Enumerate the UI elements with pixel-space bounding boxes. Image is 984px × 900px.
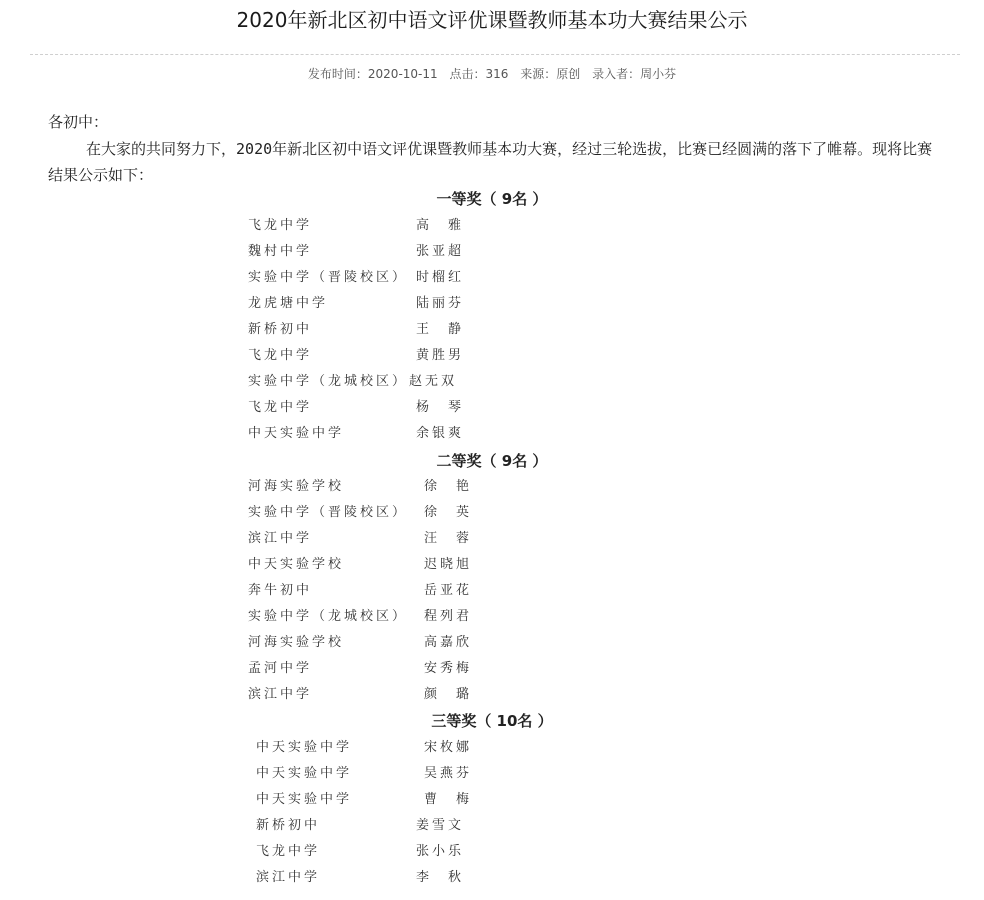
teacher-name: 张亚超: [416, 244, 465, 259]
title-divider: [30, 54, 960, 55]
teacher-name: 余银爽: [416, 426, 465, 441]
intro-paragraph: 在大家的共同努力下，2020年新北区初中语文评优课暨教师基本功大赛，经过三轮选拔，比赛已经圆满的落下了帷幕。现将比赛结果公示如下：: [48, 140, 933, 184]
school-name: 中天实验学校: [248, 557, 345, 572]
award-title-second: 二等奖（ 9名 ）: [436, 452, 548, 470]
teacher-name: 吴燕芬: [424, 766, 473, 781]
teacher-name: 徐 艳: [424, 479, 473, 494]
teacher-name: 黄胜男: [416, 348, 465, 363]
school-name: 飞龙中学: [248, 400, 313, 415]
school-name: 飞龙中学: [256, 844, 321, 859]
teacher-name: 赵无双: [409, 374, 458, 389]
school-name: 滨江中学: [248, 531, 313, 546]
school-name: 中天实验中学: [256, 792, 353, 807]
school-name: 孟河中学: [248, 661, 313, 676]
school-name: 中天实验中学: [256, 740, 353, 755]
teacher-name: 岳亚花: [424, 583, 473, 598]
teacher-name: 颜 璐: [424, 687, 473, 702]
school-name: 魏村中学: [248, 244, 313, 259]
publish-time: 发布时间：2020-10-11: [307, 67, 438, 81]
teacher-name: 时榴红: [416, 270, 465, 285]
school-name: 中天实验中学: [256, 766, 353, 781]
teacher-name: 高 雅: [416, 218, 465, 233]
teacher-name: 安秀梅: [424, 661, 473, 676]
teacher-name: 陆丽芬: [416, 296, 465, 311]
school-name: 奔牛初中: [248, 583, 313, 598]
award-title-third: 三等奖（ 10名 ）: [431, 712, 553, 730]
greeting: 各初中：: [48, 113, 109, 131]
teacher-name: 曹 梅: [424, 792, 473, 807]
teacher-name: 张小乐: [416, 844, 465, 859]
article-source: 来源：原创: [520, 67, 581, 81]
school-name: 实验中学（晋陵校区）: [248, 270, 409, 285]
teacher-name: 程列君: [424, 609, 473, 624]
school-name: 飞龙中学: [248, 348, 313, 363]
teacher-name: 汪 蓉: [424, 531, 473, 546]
school-name: 中天实验中学: [248, 426, 345, 441]
school-name: 新桥初中: [248, 322, 313, 337]
school-name: 实验中学（龙城校区）: [248, 609, 409, 624]
teacher-name: 高嘉欣: [424, 635, 473, 650]
teacher-name: 李 秋: [416, 870, 465, 885]
teacher-name: 徐 英: [424, 505, 473, 520]
teacher-name: 姜雪文: [416, 818, 465, 833]
school-name: 河海实验学校: [248, 479, 345, 494]
school-name: 飞龙中学: [248, 218, 313, 233]
award-title-first: 一等奖（ 9名 ）: [436, 190, 548, 208]
teacher-name: 王 静: [416, 322, 465, 337]
school-name: 滨江中学: [256, 870, 321, 885]
teacher-name: 迟晓旭: [424, 557, 473, 572]
school-name: 河海实验学校: [248, 635, 345, 650]
teacher-name: 宋枚娜: [424, 740, 473, 755]
school-name: 实验中学（晋陵校区）: [248, 505, 409, 520]
click-count: 点击：316: [449, 67, 509, 81]
school-name: 龙虎塘中学: [248, 296, 329, 311]
page-title: 2020年新北区初中语文评优课暨教师基本功大赛结果公示: [236, 8, 748, 32]
teacher-name: 杨 琴: [416, 400, 465, 415]
school-name: 滨江中学: [248, 687, 313, 702]
article-meta: [0, 66, 984, 82]
school-name: 新桥初中: [256, 818, 321, 833]
article-editor: 录入者：周小芬: [592, 67, 677, 81]
school-name: 实验中学（龙城校区）: [248, 374, 409, 389]
